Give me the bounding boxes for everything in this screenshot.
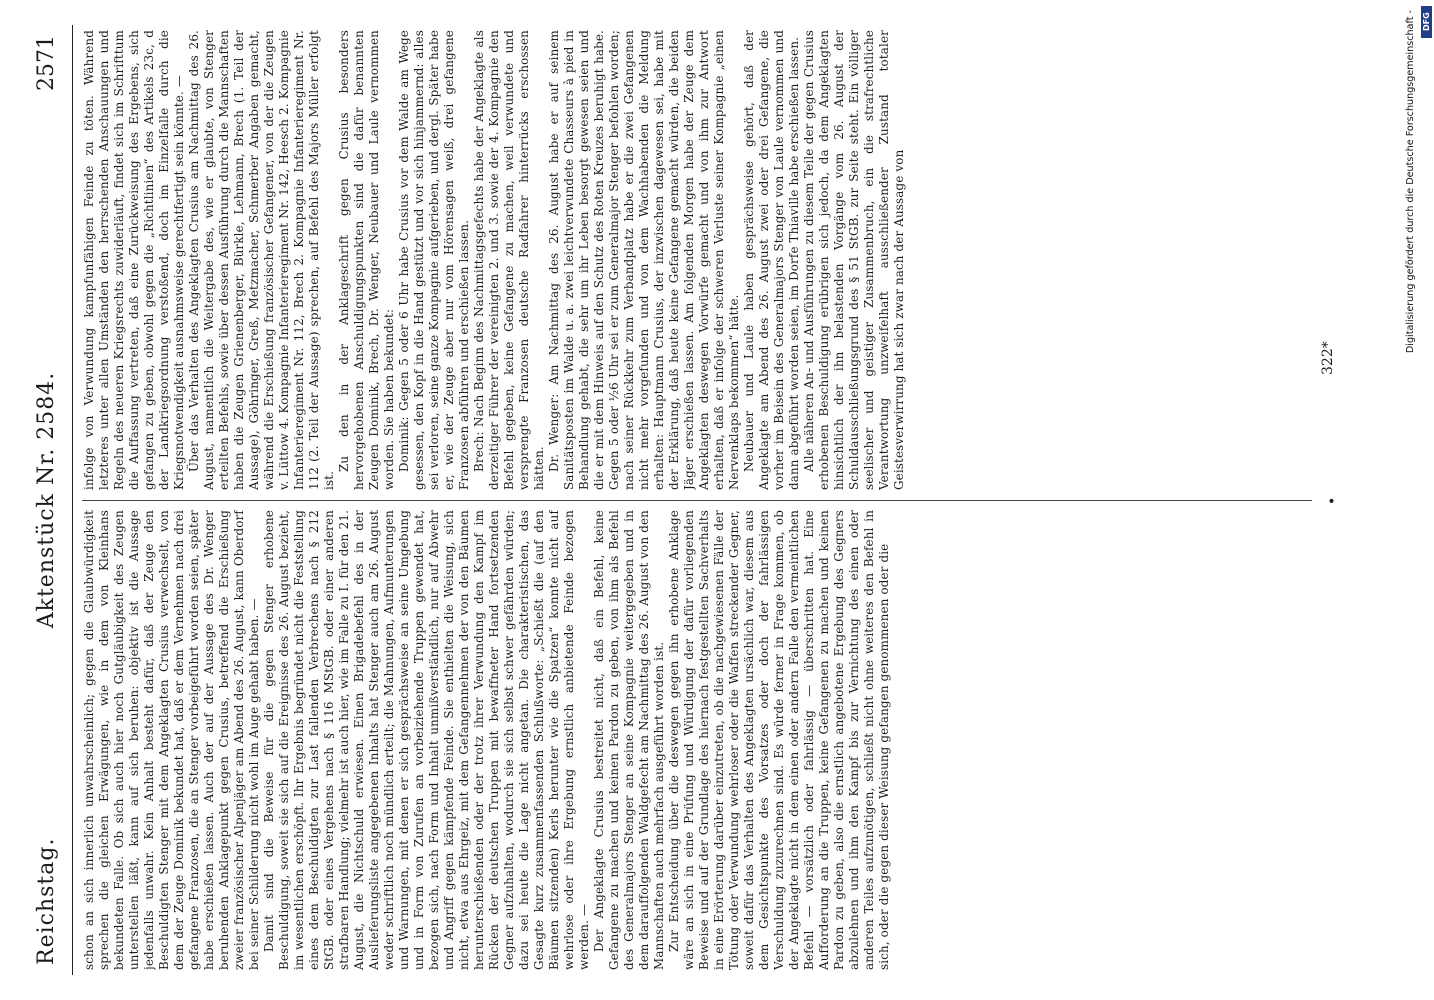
page-number: 2571 <box>34 35 59 91</box>
paragraph: Brech: Nach Beginn des Nachmittagsgefechts habe der Angeklagte als derzeitiger Führer der vereinigten 2. und 3. sowie der 4. Kompagnie den Befehl gegeben, keine Gefangene zu machen, weil verwundete und versprengte Franzosen deutsche Radfahrer hinterrücks erschossen hätten. <box>472 30 546 490</box>
paragraph: Der Angeklagte Crusius bestreitet nicht, daß ein Befehl, keine Gefangene zu machen und keinen Pardon zu geben, von ihm als Befehl des Generalmajors Stenger an seine Kompagnie weitergegeben und in dem darauffolgenden Waldgefecht am Nachmittag des 26. August von den Mannschaften auch mehrfach ausgeführt worden ist. <box>592 510 666 970</box>
scanned-page <box>20 25 1370 975</box>
text-column-right <box>82 30 1312 490</box>
digitization-credit-text: Digitalisierung gefördert durch die Deutsche Forschungsgemeinschaft - <box>1404 10 1416 354</box>
paragraph: Über das Verhalten des Angeklagten Crusius am Nachmittag des 26. August, namentlich die Weitergabe des, wie er glaubte, von Stenger erteilten Befehls, sowie über dessen Ausführung durch die Mannschaften haben die Zeugen Grienenberger, Bürkle, Lehmann, Brech (1. Teil der Aussage), Göhringer, Greß, Metzmacher, Schmerber Angaben gemacht, während die Erschießung französischer Gefangener, von der die Zeugen v. Lüttow 4. Kompagnie Infanterieregiment Nr. 142, Heesch 2. Kompagnie Infanterieregiment Nr. 112, Brech 2. Kompagnie Infanterieregiment Nr. 112 (2. Teil der Aussage) sprechen, auf Befehl des Majors Müller erfolgt ist. <box>187 30 336 490</box>
page-header <box>20 25 70 975</box>
dfg-logo-text: DFG <box>1422 12 1431 32</box>
paragraph: Neubauer und Laule haben gesprächsweise gehört, daß der Angeklagte am Abend des 26. August zwei oder drei Gefangene, die vorher im Beisein des Generalmajors Stenger von Laule vernommen und dann abgeführt worden seien, im Dorfe Thiaville habe erschießen lassen. <box>742 30 801 490</box>
header-title: Aktenstück Nr. 2584. <box>34 371 59 629</box>
header-rule <box>72 25 73 975</box>
digitization-credit <box>1391 10 1429 985</box>
header-left: Reichstag. <box>34 837 59 965</box>
paragraph: Zur Entscheidung über die deswegen gegen ihn erhobene Anklage wäre an sich in eine Prüfung und Würdigung der dafür vorliegenden Beweise und auf der Grundlage des hiernach festgestellten Sachverhalts in eine Erörterung darüber einzutreten, ob die nachgewiesenen Fälle der Tötung oder Verwundung wehrloser oder die Waffen streckender Gegner, soweit dafür das Verhalten des Angeklagten ursächlich war, diesem aus dem Gesichtspunkte des Vorsatzes oder doch der fahrlässigen Verschuldung zuzurechnen sind. Es würde ferner in Frage kommen, ob der Angeklagte nicht in dem einen oder andern Falle den vermeintlichen Befehl — vorsätzlich oder fahrlässig — überschritten hat. Eine Aufforderung an die Truppen, keine Gefangenen zu machen und keinen Pardon zu geben, also die ernstlich angebotene Ergebung des Gegners abzulehnen und ihm den Kampf bis zur Vernichtung des einen oder anderen Teiles aufzunötigen, schließt nicht ohne weiteres den Befehl in sich, oder die gegen dieser Weisung gefangen genommenen oder die <box>667 510 891 970</box>
signature-mark: 322* <box>1320 341 1336 375</box>
paragraph: Dr. Wenger: Am Nachmittag des 26. August habe er auf seinem Sanitätsposten im Walde u. a. zwei leichtverwundete Chasseurs à pied in Behandlung gehabt, die sehr um ihr Leben besorgt gewesen seien und die er mit dem Hinweis auf den Schutz des Roten Kreuzes beruhigt habe. Gegen 5 oder ½6 Uhr sei er zum Generalmajor Stenger befohlen worden; nach seiner Rückkehr zum Verbandplatz habe er die zwei Gefangenen nicht mehr vorgefunden und von dem Wachhabenden die Meldung erhalten: Hauptmann Crusius, der inzwischen dagewesen sei, habe mit der Erklärung, daß heute keine Gefangene gemacht würden, die beiden Jäger erschießen lassen. Am folgenden Morgen habe der Zeuge dem Angeklagten deswegen Vorwürfe gemacht und von ihm zur Antwort erhalten, daß er infolge der schweren Verluste seiner Kompagnie „einen Nervenklaps bekommen“ hätte. <box>547 30 741 490</box>
footer-dot: • <box>1325 496 1341 505</box>
text-column-left <box>82 510 1312 970</box>
dfg-logo <box>1421 6 1432 38</box>
paragraph: Zu den in der Anklageschrift gegen Crusius besonders hervorgehobenen Anschuldigungspunkten sind die dafür benannten Zeugen Dominik, Brech, Dr. Wenger, Neubauer und Laule vernommen worden. Sie haben bekundet: <box>337 30 396 490</box>
paragraph: schon an sich innerlich unwahrscheinlich; gegen die Glaubwürdigkeit sprechen die gleichen Erwägungen, wie in dem von Kleinhans bekundeten Falle. Ob sich auch hier noch Gutgläubigkeit des Zeugen unterstellen läßt, kann auf sich beruhen: objektiv ist die Aussage jedenfalls unwahr. Kein Anhalt besteht dafür, daß der Zeuge den Beschuldigten Stenger mit dem Angeklagten Crusius verwechselt, von dem der Zeuge Dominik bekundet hat, daß er dem Vernehmen nach drei gefangene Franzosen, die an Stenger vorbeigeführt worden seien, später habe erschießen lassen. Auch der auf der Aussage des Dr. Wenger beruhenden Anklagepunkt gegen Crusius, betreffend die Erschießung zweier französischer Alpenjäger am Abend des 26. August, kann Oberdorf bei seiner Schilderung nicht wohl im Auge gehabt haben. — <box>82 510 261 970</box>
paragraph: infolge von Verwundung kampfunfähigen Feinde zu töten. Während letzteres unter allen Umständen den herrschenden Anschauungen und Regeln des neueren Kriegsrechts zuwiderläuft, findet sich im Schrifttum die Auffassung vertreten, daß eine Zurückweisung des Ergebens, sich gefangen zu geben, obwohl gegen die „Richtlinien“ des Artikels 23c, d der Landkriegsordnung verstoßend, doch im Einzelfalle durch die Kriegsnotwendigkeit ausnahmsweise gerechtfertigt sein könnte. — <box>82 30 186 490</box>
column-divider <box>82 500 1312 501</box>
paragraph: Damit sind die Beweise für die gegen Stenger erhobene Beschuldigung, soweit sie sich auf die Ereignisse des 26. August bezieht, im wesentlichen erschöpft. Ihr Ergebnis begründet nicht die Feststellung eines dem Beschuldigten zur Last fallenden Verbrechens nach § 212 StGB. oder eines Vergehens nach § 116 MStGB. oder einer anderen strafbaren Handlung; vielmehr ist auch hier, wie im Falle zu I. für den 21. August, die Nichtschuld erwiesen. Einen Brigadebefehl des in der Auslieferungsliste angegebenen Inhalts hat Stenger auch am 26. August weder schriftlich noch mündlich erteilt; die Mahnungen, Aufmunterungen und Warnungen, mit denen er sich gesprächsweise an seine Umgebung und in Form von Zurufen an vorbeiziehende Truppen gewendet hat, bezogen sich, nach Form und Inhalt unmißverständlich, nur auf Abwehr und Angriff gegen kämpfende Feinde. Sie enthielten die Weisung, sich nicht, etwa aus Ehrgeiz, mit dem Gefangennehmen der von den Bäumen herunterschießenden oder der trotz ihrer Verwundung den Kampf im Rücken der deutschen Truppen mit bewaffneter Hand fortsetzenden Gegner aufzuhalten, wodurch sie sich selbst schwer gefährden würden; dazu sei heute die Lage nicht angetan. Die charakteristischen, das Gesagte kurz zusammenfassenden Schlußworte: „Schießt die (auf den Bäumen sitzenden) Kerls herunter wie die Spatzen“ konnte nicht auf wehrlose oder ihre Ergebung ernstlich anbietende Feinde bezogen werden. — <box>262 510 591 970</box>
paragraph: Alle näheren An- und Ausführungen zu diesem Teile der gegen Crusius erhobenen Beschuldigung erübrigen sich jedoch, da dem Angeklagten hinsichtlich der ihn belastenden Vorgänge vom 26. August der Schuldausschließungsgrund des § 51 StGB. zur Seite steht. Ein völliger seelischer und geistiger Zusammenbruch, ein die strafrechtliche Verantwortung unzweifelhaft ausschließender Zustand totaler Geistesverwirrung hat sich zwar nach der Aussage von <box>802 30 906 490</box>
paragraph: Dominik: Gegen 5 oder 6 Uhr habe Crusius vor dem Walde am Wege gesessen, den Kopf in die Hand gestützt und vor sich hinjammernd: alles sei verloren, seine ganze Kompagnie aufgerieben, und dergl. Später habe er, wie der Zeuge aber nur vom Hörensagen weiß, drei gefangene Franzosen abführen und erschießen lassen. <box>397 30 471 490</box>
